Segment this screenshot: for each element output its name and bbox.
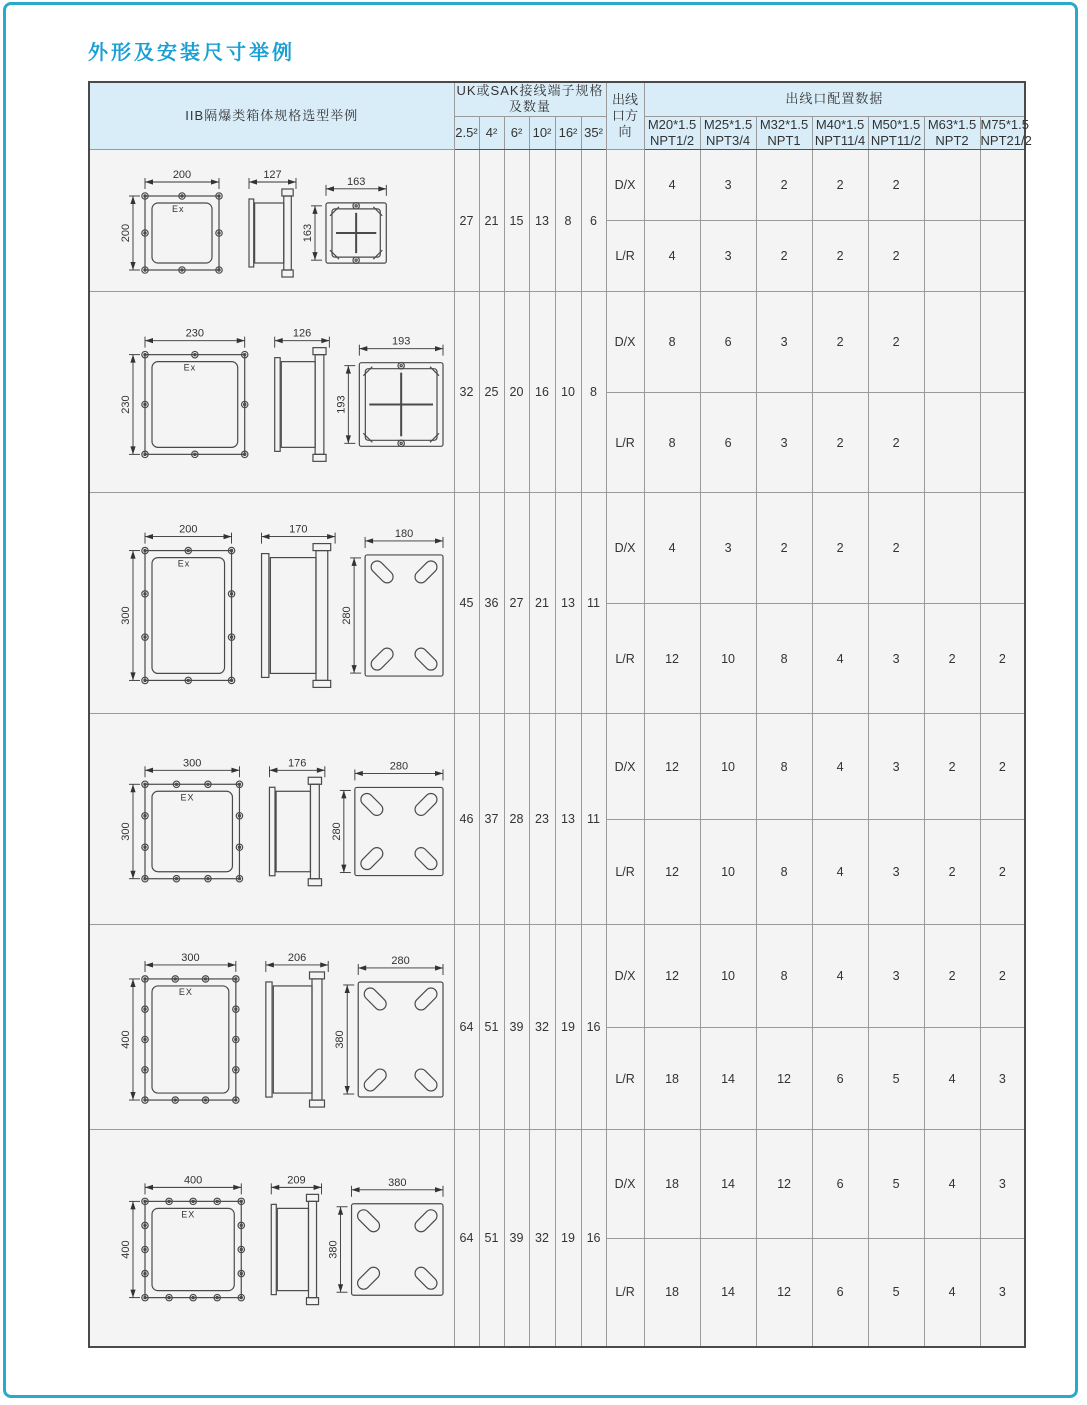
spec-table bbox=[88, 81, 1032, 1348]
svg-text:400: 400 bbox=[119, 1029, 132, 1049]
outlet-count-cell: 4 bbox=[924, 1130, 980, 1239]
outlet-count-cell: 2 bbox=[756, 150, 812, 221]
outlet-count-cell: 4 bbox=[812, 925, 868, 1028]
outlet-count-cell: 8 bbox=[756, 604, 812, 714]
outlet-count-cell: 2 bbox=[868, 493, 924, 604]
svg-text:280: 280 bbox=[391, 954, 410, 967]
direction-cell: L/R bbox=[606, 1239, 644, 1347]
terminal-count-cell: 51 bbox=[479, 925, 504, 1130]
outlet-count-cell: 8 bbox=[644, 393, 700, 493]
outlet-count-cell: 12 bbox=[644, 714, 700, 820]
table-row bbox=[89, 1130, 1025, 1239]
outlet-count-cell: 10 bbox=[700, 925, 756, 1028]
terminal-count-cell: 13 bbox=[555, 714, 581, 925]
outlet-count-cell: 4 bbox=[924, 1028, 980, 1130]
outlet-count-cell bbox=[924, 393, 980, 493]
outlet-count-cell: 2 bbox=[924, 820, 980, 925]
outlet-thread-label: M32*1.5 bbox=[759, 116, 809, 132]
terminal-count-cell: 8 bbox=[581, 292, 606, 493]
svg-text:400: 400 bbox=[119, 1240, 132, 1259]
terminal-count-cell: 27 bbox=[504, 493, 529, 714]
terminal-size-header: 35² bbox=[581, 116, 606, 150]
outlet-count-cell: 3 bbox=[868, 925, 924, 1028]
svg-text:163: 163 bbox=[301, 223, 314, 242]
box-drawing-cell bbox=[89, 925, 454, 1130]
svg-text:209: 209 bbox=[286, 1174, 306, 1187]
outlet-thread-label: M75*1.5 bbox=[980, 116, 1029, 132]
svg-text:200: 200 bbox=[172, 168, 191, 181]
outlet-thread-label: M40*1.5 bbox=[815, 116, 865, 132]
table-row bbox=[89, 493, 1025, 604]
direction-cell: D/X bbox=[606, 493, 644, 604]
outlet-size-header bbox=[756, 116, 812, 150]
outlet-npt-label: NPT11/2 bbox=[870, 132, 922, 148]
box-drawing-cell bbox=[89, 292, 454, 493]
direction-cell: L/R bbox=[606, 604, 644, 714]
outlet-count-cell bbox=[980, 150, 1025, 221]
svg-text:380: 380 bbox=[333, 1029, 346, 1049]
svg-text:EX: EX bbox=[178, 986, 193, 997]
svg-text:126: 126 bbox=[292, 327, 311, 340]
outlet-count-cell: 10 bbox=[700, 604, 756, 714]
box-drawing bbox=[93, 931, 451, 1124]
table-row bbox=[89, 292, 1025, 393]
outlet-size-header bbox=[924, 116, 980, 150]
terminal-size-header: 4² bbox=[479, 116, 504, 150]
terminal-count-cell: 32 bbox=[529, 925, 555, 1130]
terminal-count-cell: 20 bbox=[504, 292, 529, 493]
outlet-count-cell: 4 bbox=[924, 1239, 980, 1347]
terminal-count-cell: 46 bbox=[454, 714, 479, 925]
direction-cell: D/X bbox=[606, 714, 644, 820]
terminal-count-cell: 23 bbox=[529, 714, 555, 925]
terminal-count-cell: 25 bbox=[479, 292, 504, 493]
outlet-count-cell: 3 bbox=[756, 292, 812, 393]
direction-cell: D/X bbox=[606, 1130, 644, 1239]
terminal-count-cell: 28 bbox=[504, 714, 529, 925]
outlet-count-cell: 3 bbox=[980, 1130, 1025, 1239]
outlet-count-cell: 2 bbox=[980, 925, 1025, 1028]
outlet-count-cell: 12 bbox=[644, 820, 700, 925]
outlet-count-cell bbox=[924, 150, 980, 221]
svg-text:280: 280 bbox=[389, 759, 408, 772]
outlet-count-cell: 2 bbox=[868, 393, 924, 493]
svg-text:300: 300 bbox=[119, 605, 132, 625]
outlet-count-cell: 2 bbox=[812, 292, 868, 393]
catalog-page bbox=[88, 36, 1032, 1348]
outlet-size-header bbox=[644, 116, 700, 150]
outlet-count-cell: 2 bbox=[980, 714, 1025, 820]
outlet-thread-label: M63*1.5 bbox=[927, 116, 977, 132]
outlet-count-cell: 2 bbox=[756, 221, 812, 292]
terminal-count-cell: 32 bbox=[529, 1130, 555, 1347]
terminal-count-cell: 32 bbox=[454, 292, 479, 493]
outlet-count-cell: 5 bbox=[868, 1028, 924, 1130]
terminal-count-cell: 39 bbox=[504, 925, 529, 1130]
table-row bbox=[89, 925, 1025, 1028]
direction-cell: D/X bbox=[606, 150, 644, 221]
outlet-count-cell: 14 bbox=[700, 1130, 756, 1239]
outlet-count-cell: 12 bbox=[756, 1130, 812, 1239]
terminal-size-header: 16² bbox=[555, 116, 581, 150]
outlet-count-cell: 3 bbox=[980, 1028, 1025, 1130]
outlet-count-cell bbox=[980, 221, 1025, 292]
terminal-group-header: UK或SAK接线端子规格及数量 bbox=[454, 82, 606, 116]
outlet-count-cell: 3 bbox=[700, 221, 756, 292]
svg-text:230: 230 bbox=[119, 394, 132, 414]
outlet-count-cell: 2 bbox=[812, 393, 868, 493]
outlet-count-cell bbox=[924, 292, 980, 393]
outlet-count-cell: 12 bbox=[644, 604, 700, 714]
box-drawing bbox=[93, 298, 451, 487]
outlet-count-cell bbox=[924, 493, 980, 604]
terminal-count-cell: 39 bbox=[504, 1130, 529, 1347]
outlet-count-cell: 4 bbox=[644, 221, 700, 292]
terminal-count-cell: 6 bbox=[581, 150, 606, 292]
terminal-count-cell: 13 bbox=[529, 150, 555, 292]
terminal-count-cell: 27 bbox=[454, 150, 479, 292]
table-header bbox=[89, 82, 1032, 150]
svg-text:200: 200 bbox=[119, 223, 132, 242]
outlet-count-cell: 10 bbox=[700, 714, 756, 820]
outlet-size-header bbox=[812, 116, 868, 150]
outlet-count-cell: 2 bbox=[980, 604, 1025, 714]
outlet-count-cell: 3 bbox=[868, 714, 924, 820]
outlet-count-cell: 6 bbox=[700, 393, 756, 493]
terminal-count-cell: 8 bbox=[555, 150, 581, 292]
direction-cell: L/R bbox=[606, 393, 644, 493]
outlet-count-cell: 2 bbox=[924, 925, 980, 1028]
terminal-count-cell: 15 bbox=[504, 150, 529, 292]
outlet-count-cell: 4 bbox=[812, 820, 868, 925]
box-drawing bbox=[93, 720, 451, 919]
svg-text:170: 170 bbox=[288, 523, 308, 536]
svg-text:300: 300 bbox=[180, 951, 200, 964]
terminal-count-cell: 37 bbox=[479, 714, 504, 925]
svg-text:163: 163 bbox=[346, 175, 366, 188]
terminal-count-cell: 51 bbox=[479, 1130, 504, 1347]
outlet-count-cell: 2 bbox=[812, 221, 868, 292]
outlet-count-cell: 4 bbox=[644, 493, 700, 604]
outlet-count-cell: 2 bbox=[868, 221, 924, 292]
outlet-size-header bbox=[980, 116, 1032, 150]
svg-text:193: 193 bbox=[391, 335, 411, 348]
direction-cell: D/X bbox=[606, 925, 644, 1028]
svg-text:380: 380 bbox=[327, 1240, 340, 1259]
outlet-count-cell: 4 bbox=[812, 604, 868, 714]
terminal-count-cell: 16 bbox=[529, 292, 555, 493]
outlet-size-header bbox=[868, 116, 924, 150]
svg-text:180: 180 bbox=[394, 527, 413, 540]
outlet-count-cell: 2 bbox=[812, 150, 868, 221]
direction-cell: L/R bbox=[606, 221, 644, 292]
outlet-count-cell: 18 bbox=[644, 1028, 700, 1130]
table-body bbox=[89, 150, 1025, 1347]
direction-header: 出线口方向 bbox=[606, 82, 644, 150]
svg-text:Ex: Ex bbox=[171, 203, 185, 214]
outlet-count-cell: 18 bbox=[644, 1130, 700, 1239]
outlet-count-cell: 4 bbox=[644, 150, 700, 221]
outlet-size-header bbox=[700, 116, 756, 150]
svg-text:200: 200 bbox=[178, 523, 198, 536]
terminal-count-cell: 13 bbox=[555, 493, 581, 714]
svg-text:127: 127 bbox=[263, 168, 282, 181]
svg-text:300: 300 bbox=[119, 821, 132, 841]
outlet-count-cell bbox=[980, 393, 1025, 493]
outlet-count-cell: 2 bbox=[924, 604, 980, 714]
outlet-thread-label: M20*1.5 bbox=[647, 116, 697, 132]
outlet-count-cell: 2 bbox=[756, 493, 812, 604]
outlet-count-cell: 3 bbox=[980, 1239, 1025, 1347]
outlet-group-header: 出线口配置数据 bbox=[644, 82, 1025, 116]
outlet-count-cell: 2 bbox=[924, 714, 980, 820]
box-drawing-cell bbox=[89, 714, 454, 925]
svg-text:300: 300 bbox=[182, 756, 202, 769]
table-row bbox=[89, 150, 1025, 221]
outlet-count-cell: 3 bbox=[868, 820, 924, 925]
outlet-count-cell: 2 bbox=[812, 493, 868, 604]
direction-cell: L/R bbox=[606, 820, 644, 925]
svg-text:Ex: Ex bbox=[183, 362, 196, 373]
box-drawing-cell bbox=[89, 493, 454, 714]
outlet-npt-label: NPT2 bbox=[935, 132, 969, 148]
outlet-npt-label: NPT21/2 bbox=[980, 132, 1032, 148]
page-title: 外形及安装尺寸举例 bbox=[88, 42, 295, 64]
outlet-count-cell bbox=[924, 221, 980, 292]
outlet-count-cell: 3 bbox=[756, 393, 812, 493]
outlet-count-cell: 10 bbox=[700, 820, 756, 925]
table-row bbox=[89, 714, 1025, 820]
terminal-size-header: 6² bbox=[504, 116, 529, 150]
svg-text:EX: EX bbox=[180, 791, 195, 802]
outlet-count-cell: 14 bbox=[700, 1028, 756, 1130]
outlet-count-cell: 3 bbox=[868, 604, 924, 714]
outlet-count-cell: 2 bbox=[980, 820, 1025, 925]
terminal-count-cell: 19 bbox=[555, 925, 581, 1130]
svg-text:176: 176 bbox=[287, 756, 307, 769]
outlet-count-cell: 6 bbox=[700, 292, 756, 393]
outlet-count-cell: 2 bbox=[868, 292, 924, 393]
outlet-count-cell: 8 bbox=[756, 714, 812, 820]
outlet-count-cell: 12 bbox=[756, 1028, 812, 1130]
outlet-count-cell: 12 bbox=[644, 925, 700, 1028]
outlet-npt-label: NPT11/4 bbox=[814, 132, 866, 148]
svg-text:EX: EX bbox=[181, 1209, 196, 1220]
terminal-count-cell: 19 bbox=[555, 1130, 581, 1347]
outlet-count-cell: 4 bbox=[812, 714, 868, 820]
outlet-npt-label: NPT1 bbox=[767, 132, 801, 148]
terminal-count-cell: 45 bbox=[454, 493, 479, 714]
outlet-thread-label: M50*1.5 bbox=[871, 116, 921, 132]
box-drawing bbox=[93, 499, 451, 708]
svg-text:380: 380 bbox=[387, 1177, 407, 1190]
outlet-count-cell: 6 bbox=[812, 1239, 868, 1347]
svg-text:280: 280 bbox=[340, 605, 353, 625]
outlet-count-cell: 5 bbox=[868, 1239, 924, 1347]
svg-text:206: 206 bbox=[287, 951, 306, 964]
svg-text:230: 230 bbox=[185, 327, 204, 340]
terminal-size-header: 10² bbox=[529, 116, 555, 150]
terminal-count-cell: 11 bbox=[581, 714, 606, 925]
outlet-count-cell: 3 bbox=[700, 150, 756, 221]
box-examples-header: IIB隔爆类箱体规格选型举例 bbox=[89, 82, 454, 150]
svg-text:400: 400 bbox=[183, 1174, 203, 1187]
terminal-count-cell: 36 bbox=[479, 493, 504, 714]
outlet-count-cell: 6 bbox=[812, 1028, 868, 1130]
outlet-thread-label: M25*1.5 bbox=[703, 116, 753, 132]
terminal-count-cell: 64 bbox=[454, 925, 479, 1130]
box-drawing-cell bbox=[89, 150, 454, 292]
terminal-count-cell: 21 bbox=[479, 150, 504, 292]
outlet-count-cell: 2 bbox=[868, 150, 924, 221]
box-drawing bbox=[93, 156, 451, 286]
terminal-count-cell: 11 bbox=[581, 493, 606, 714]
outlet-npt-label: NPT3/4 bbox=[706, 132, 751, 148]
outlet-count-cell: 18 bbox=[644, 1239, 700, 1347]
box-drawing bbox=[93, 1135, 451, 1340]
outlet-count-cell: 14 bbox=[700, 1239, 756, 1347]
direction-cell: L/R bbox=[606, 1028, 644, 1130]
terminal-count-cell: 10 bbox=[555, 292, 581, 493]
outlet-count-cell: 8 bbox=[756, 820, 812, 925]
svg-text:193: 193 bbox=[335, 394, 348, 414]
svg-text:Ex: Ex bbox=[177, 558, 190, 569]
outlet-count-cell: 8 bbox=[756, 925, 812, 1028]
svg-text:280: 280 bbox=[330, 821, 343, 841]
outlet-count-cell bbox=[980, 292, 1025, 393]
terminal-count-cell: 16 bbox=[581, 925, 606, 1130]
outlet-count-cell: 3 bbox=[700, 493, 756, 604]
outlet-count-cell: 8 bbox=[644, 292, 700, 393]
outlet-count-cell: 12 bbox=[756, 1239, 812, 1347]
outlet-count-cell bbox=[980, 493, 1025, 604]
outlet-count-cell: 6 bbox=[812, 1130, 868, 1239]
terminal-count-cell: 64 bbox=[454, 1130, 479, 1347]
outlet-npt-label: NPT1/2 bbox=[650, 132, 695, 148]
outlet-count-cell: 5 bbox=[868, 1130, 924, 1239]
terminal-size-header: 2.5² bbox=[454, 116, 479, 150]
terminal-count-cell: 16 bbox=[581, 1130, 606, 1347]
direction-cell: D/X bbox=[606, 292, 644, 393]
terminal-count-cell: 21 bbox=[529, 493, 555, 714]
box-drawing-cell bbox=[89, 1130, 454, 1347]
